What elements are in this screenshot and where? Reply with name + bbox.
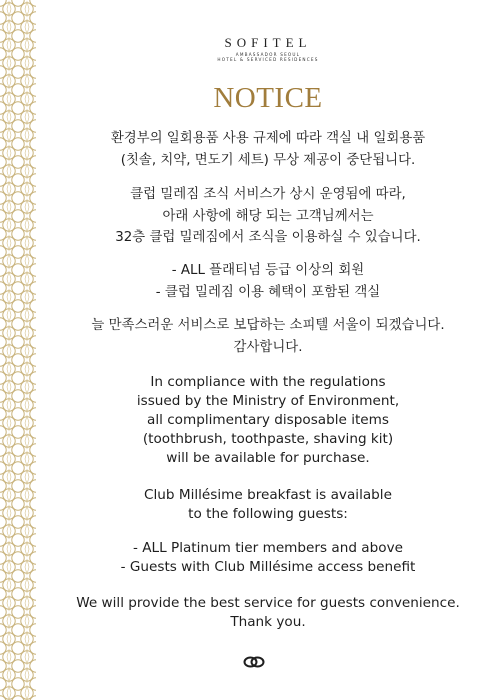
text-line: Club Millésime breakfast is available <box>144 487 392 503</box>
text-line: issued by the Ministry of Environment, <box>136 393 400 409</box>
korean-paragraph-4 <box>36 315 500 358</box>
korean-paragraph-3 <box>36 260 500 303</box>
korean-paragraph-2 <box>36 184 500 249</box>
text-line: 환경부의 일회용품 사용 규제에 따라 객실 내 일회용품 <box>110 131 426 146</box>
text-line: (칫솔, 치약, 면도기 세트) 무상 제공이 중단됩니다. <box>120 152 416 168</box>
notice-title: NOTICE <box>213 82 323 114</box>
text-line: Thank you. <box>230 614 306 630</box>
notice-content <box>36 0 500 700</box>
brand-name: SOFITEL <box>224 35 312 50</box>
sofitel-links-icon <box>242 654 266 670</box>
text-line: to the following guests: <box>188 506 348 522</box>
text-line: We will provide the best service for guests convenience. <box>76 595 460 611</box>
text-line: - 클럽 밀레짐 이용 혜택이 포함된 객실 <box>155 284 381 300</box>
english-paragraph-1 <box>36 373 500 468</box>
text-line: (toothbrush, toothpaste, shaving kit) <box>142 431 394 447</box>
brand-subtitle-2: HOTEL & SERVICED RESIDENCES <box>217 57 319 63</box>
text-line: will be available for purchase. <box>166 450 370 466</box>
decorative-pattern-border <box>0 0 36 700</box>
text-line: 늘 만족스러운 서비스로 보답하는 소피텔 서울이 되겠습니다. <box>91 318 445 333</box>
text-line: 클럽 밀레짐 조식 서비스가 상시 운영됨에 따라, <box>130 187 406 202</box>
text-line: - ALL 플래티넘 등급 이상의 회원 <box>171 263 365 278</box>
text-line: 32층 클럽 밀레짐에서 조식을 이용하실 수 있습니다. <box>115 230 421 245</box>
text-line: - Guests with Club Millésime access benefit <box>120 559 416 575</box>
korean-paragraph-1 <box>36 128 500 171</box>
english-paragraph-2 <box>36 486 500 524</box>
sofitel-logo <box>36 36 500 62</box>
brand-subtitle-1: AMBASSADOR SEOUL <box>235 52 301 57</box>
text-line: 아래 사항에 해당 되는 고객님께서는 <box>162 208 374 224</box>
text-line: In compliance with the regulations <box>150 374 386 390</box>
english-paragraph-3 <box>36 539 500 577</box>
text-line: all complimentary disposable items <box>147 412 389 428</box>
text-line: - ALL Platinum tier members and above <box>133 540 403 556</box>
english-paragraph-4 <box>36 594 500 632</box>
text-line: 감사합니다. <box>233 339 303 355</box>
